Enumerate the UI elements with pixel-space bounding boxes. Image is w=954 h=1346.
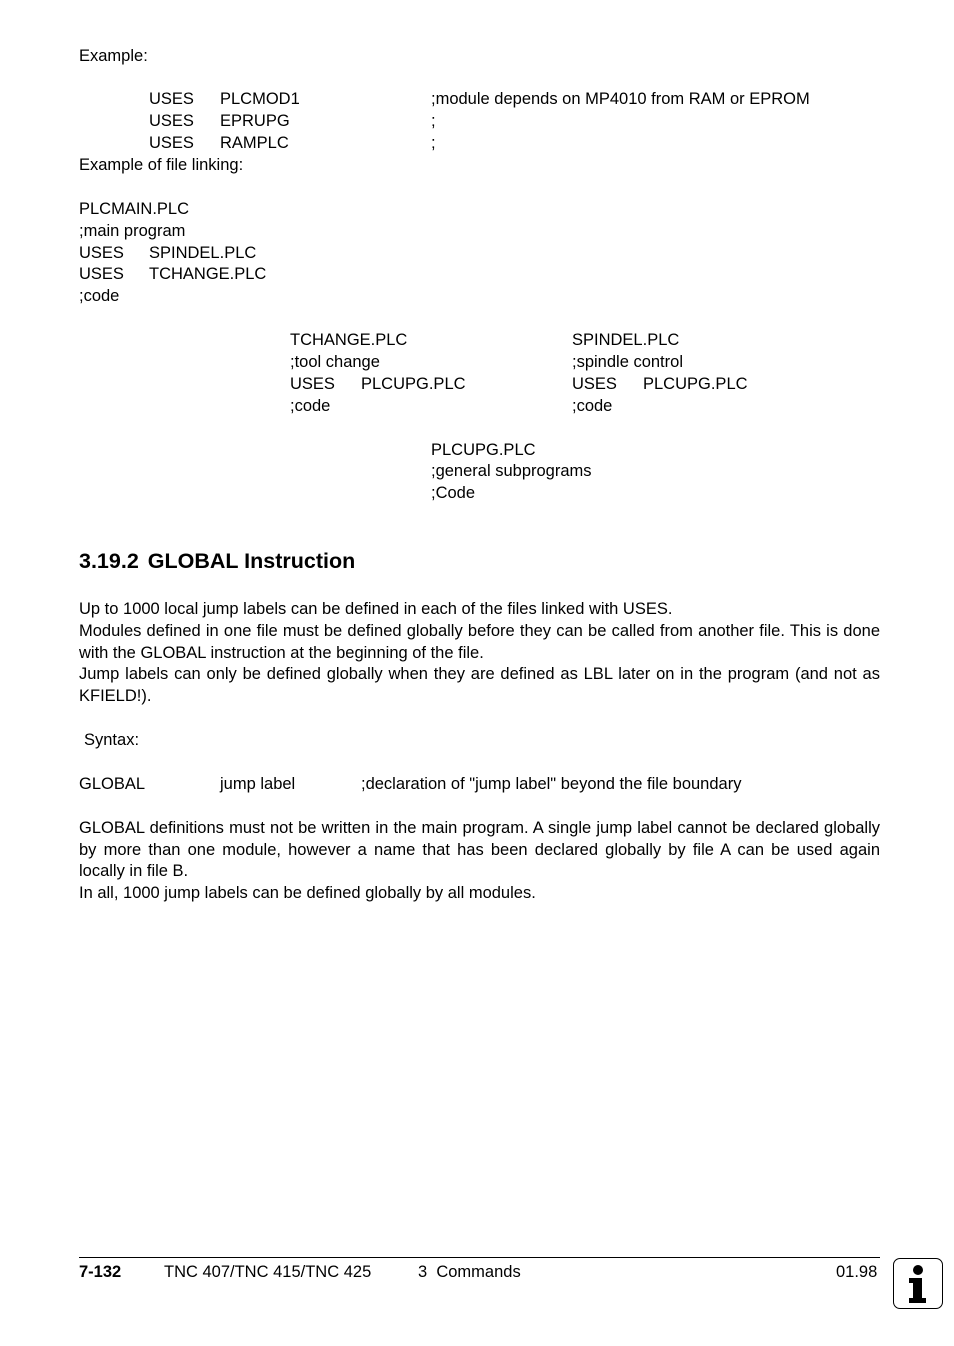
paragraph: Up to 1000 local jump labels can be defined in each of the files linked with USES. [79,600,673,618]
syntax-comment: ;declaration of "jump label" beyond the file boundary [361,775,742,793]
tchange-file-code: ;code [290,397,331,415]
uses-comment: ;module depends on MP4010 from RAM or EPROM [431,90,810,108]
footer-product: TNC 407/TNC 415/TNC 425 [164,1263,372,1281]
plcupg-file-code: ;Code [431,484,476,502]
main-file-code: ;code [79,287,120,305]
uses-keyword: USES [149,134,194,152]
footer-rule [79,1257,880,1258]
paragraph: In all, 1000 jump labels can be defined globally by all modules. [79,884,536,902]
paragraph: GLOBAL definitions must not be written in the main program. A single jump label cannot be declared globally by more than one module, however a name that has been declared globally by file A can be used again locally in file B. [79,819,880,880]
paragraph: Jump labels can only be defined globally when they are defined as LBL later on in the program (and not as KFIELD!). [79,665,880,705]
file-linking-label: Example of file linking: [79,156,244,174]
tchange-file-name: TCHANGE.PLC [290,331,408,349]
spindel-file-code: ;code [572,397,613,415]
main-uses-keyword: USES [79,265,124,283]
section-title: GLOBAL Instruction [147,549,356,573]
uses-module: EPRUPG [220,112,290,130]
info-icon [893,1258,943,1309]
main-file-comment: ;main program [79,222,186,240]
spindel-file-name: SPINDEL.PLC [572,331,680,349]
plcupg-file-comment: ;general subprograms [431,462,592,480]
page-number: 7-132 [79,1263,122,1281]
info-icon-glyph [894,1259,941,1307]
tchange-uses-keyword: USES [290,375,335,393]
example-label: Example: [79,47,148,65]
syntax-label: Syntax: [84,731,140,749]
uses-module: RAMPLC [220,134,289,152]
tchange-file-comment: ;tool change [290,353,380,371]
syntax-keyword: GLOBAL [79,775,146,793]
main-uses-file: TCHANGE.PLC [149,265,267,283]
main-uses-keyword: USES [79,244,124,262]
uses-comment: ; [431,112,436,130]
uses-comment: ; [431,134,436,152]
tchange-uses-file: PLCUPG.PLC [361,375,466,393]
syntax-param: jump label [220,775,296,793]
section-heading [79,547,355,575]
uses-module: PLCMOD1 [220,90,300,108]
plcupg-file-name: PLCUPG.PLC [431,441,536,459]
spindel-uses-keyword: USES [572,375,617,393]
uses-keyword: USES [149,112,194,130]
section-number: 3.19.2 [79,549,139,573]
paragraph: Modules defined in one file must be defined globally before they can be called from another file. This is done with the GLOBAL instruction at the beginning of the file. [79,622,880,662]
main-file-name: PLCMAIN.PLC [79,200,190,218]
uses-keyword: USES [149,90,194,108]
footer-date: 01.98 [836,1263,878,1281]
spindel-file-comment: ;spindle control [572,353,683,371]
spindel-uses-file: PLCUPG.PLC [643,375,748,393]
footer-chapter: 3 Commands [418,1263,521,1281]
main-uses-file: SPINDEL.PLC [149,244,257,262]
